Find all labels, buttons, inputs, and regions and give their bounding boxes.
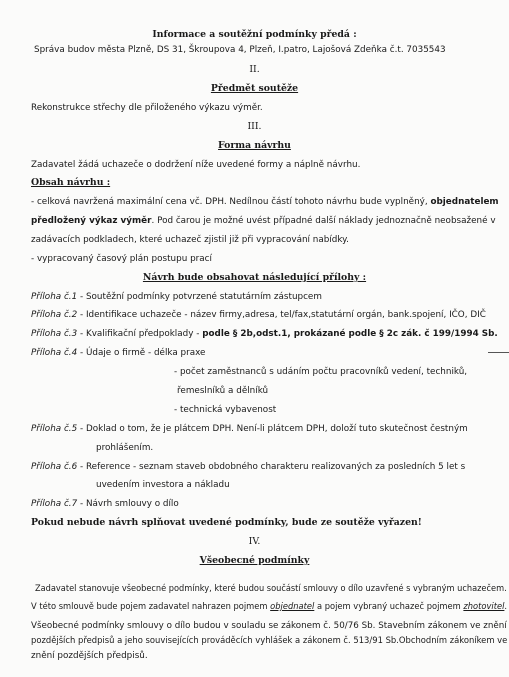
obsah-line-2: předložený výkaz výměr. Pod čarou je možné uvést případné další náklady jednoznačně neobsažené v [31,216,496,226]
prilohy-title: Návrh bude obsahovat následující přílohy : [142,272,367,283]
priloha-5: Příloha č.5 - Doklad o tom, že je plátcem DPH. Není-li plátcem DPH, doloží tuto skutečnost čestným [31,424,468,434]
section-4-title: Všeobecné podmínky [199,555,310,566]
obsah-label: Obsah návrhu : [31,177,111,188]
obsah-line-4: - vypracovaný časový plán postupu prací [31,254,212,264]
section-4-para-2-line-2: pozdějších předpisů a jeho souvisejících prováděcích vyhlášek a zákonem č. 513/91 Sb.Obchodním zákoníkem ve [31,636,508,646]
section-3-title: Forma návrhu [218,140,291,151]
priloha-2: Příloha č.2 - Identifikace uchazeče - název firmy,adresa, tel/fax,statutární orgán, bank.spojení, IČO, DIČ [31,310,486,320]
section-2-text: Rekonstrukce střechy dle přiloženého výkazu výměr. [31,103,263,113]
section-4-para-1-line-2: V této smlouvě bude pojem zadavatel nahrazen pojmem objednatel a pojem vybraný uchazeč pojmem zhotovitel. [31,602,508,612]
priloha-4-sub-3: - technická vybavenost [174,405,277,415]
exclusion-warning: Pokud nebude návrh splňovat uvedené podmínky, bude ze soutěže vyřazen! [31,517,422,528]
header-line-2: Správa budov města Plzně, DS 31, Škroupova 4, Plzeň, I.patro, Lajošová Zdeňka č.t. 7035543 [34,45,446,55]
section-4-para-2-line-3: znění pozdějších předpisů. [31,651,148,661]
header-line-1: Informace a soutěžní podmínky předá : [152,29,357,40]
priloha-4-sub-2: řemeslníků a dělníků [177,386,269,396]
priloha-5-cont: prohlášením. [96,443,154,453]
priloha-4: Příloha č.4 - Údaje o firmě - délka praxe [31,348,206,358]
priloha-6-cont: uvedením investora a nákladu [96,480,230,490]
priloha-7: Příloha č.7 - Návrh smlouvy o dílo [31,499,179,509]
margin-rule [488,352,509,353]
section-4-para-2-line-1: Všeobecné podmínky smlouvy o dílo budou v souladu se zákonem č. 50/76 Sb. Stavebním zákonem ve znění [31,621,507,631]
obsah-line-3: zadávacích podkladech, které uchazeč zjistil již při vypracování nabídky. [31,235,349,245]
obsah-line-1: - celková navržená maximální cena vč. DPH. Nedílnou částí tohoto návrhu bude vyplněný, objednatelem [31,197,499,207]
section-4-para-1-line-1: Zadavatel stanovuje všeobecné podmínky, které budou součástí smlouvy o dílo uzavřené s vybraným uchazečem. [35,584,507,594]
section-2-title: Předmět soutěže [210,83,299,94]
section-3-numeral: III. [247,121,262,132]
priloha-1: Příloha č.1 - Soutěžní podmínky potvrzené statutárním zástupcem [31,292,322,302]
section-3-intro: Zadavatel žádá uchazeče o dodržení níže uvedené formy a náplně návrhu. [31,160,361,170]
section-4-numeral: IV. [248,536,261,547]
priloha-4-sub-1: - počet zaměstnanců s udáním počtu pracovníků vedení, techniků, [174,367,468,377]
priloha-6: Příloha č.6 - Reference - seznam staveb obdobného charakteru realizovaných za posledních 5 let s [31,462,466,472]
section-2-numeral: II. [249,64,260,75]
priloha-3: Příloha č.3 - Kvalifikační předpoklady - podle § 2b,odst.1, prokázané podle § 2c zák. č 199/1994 Sb. [31,329,498,339]
